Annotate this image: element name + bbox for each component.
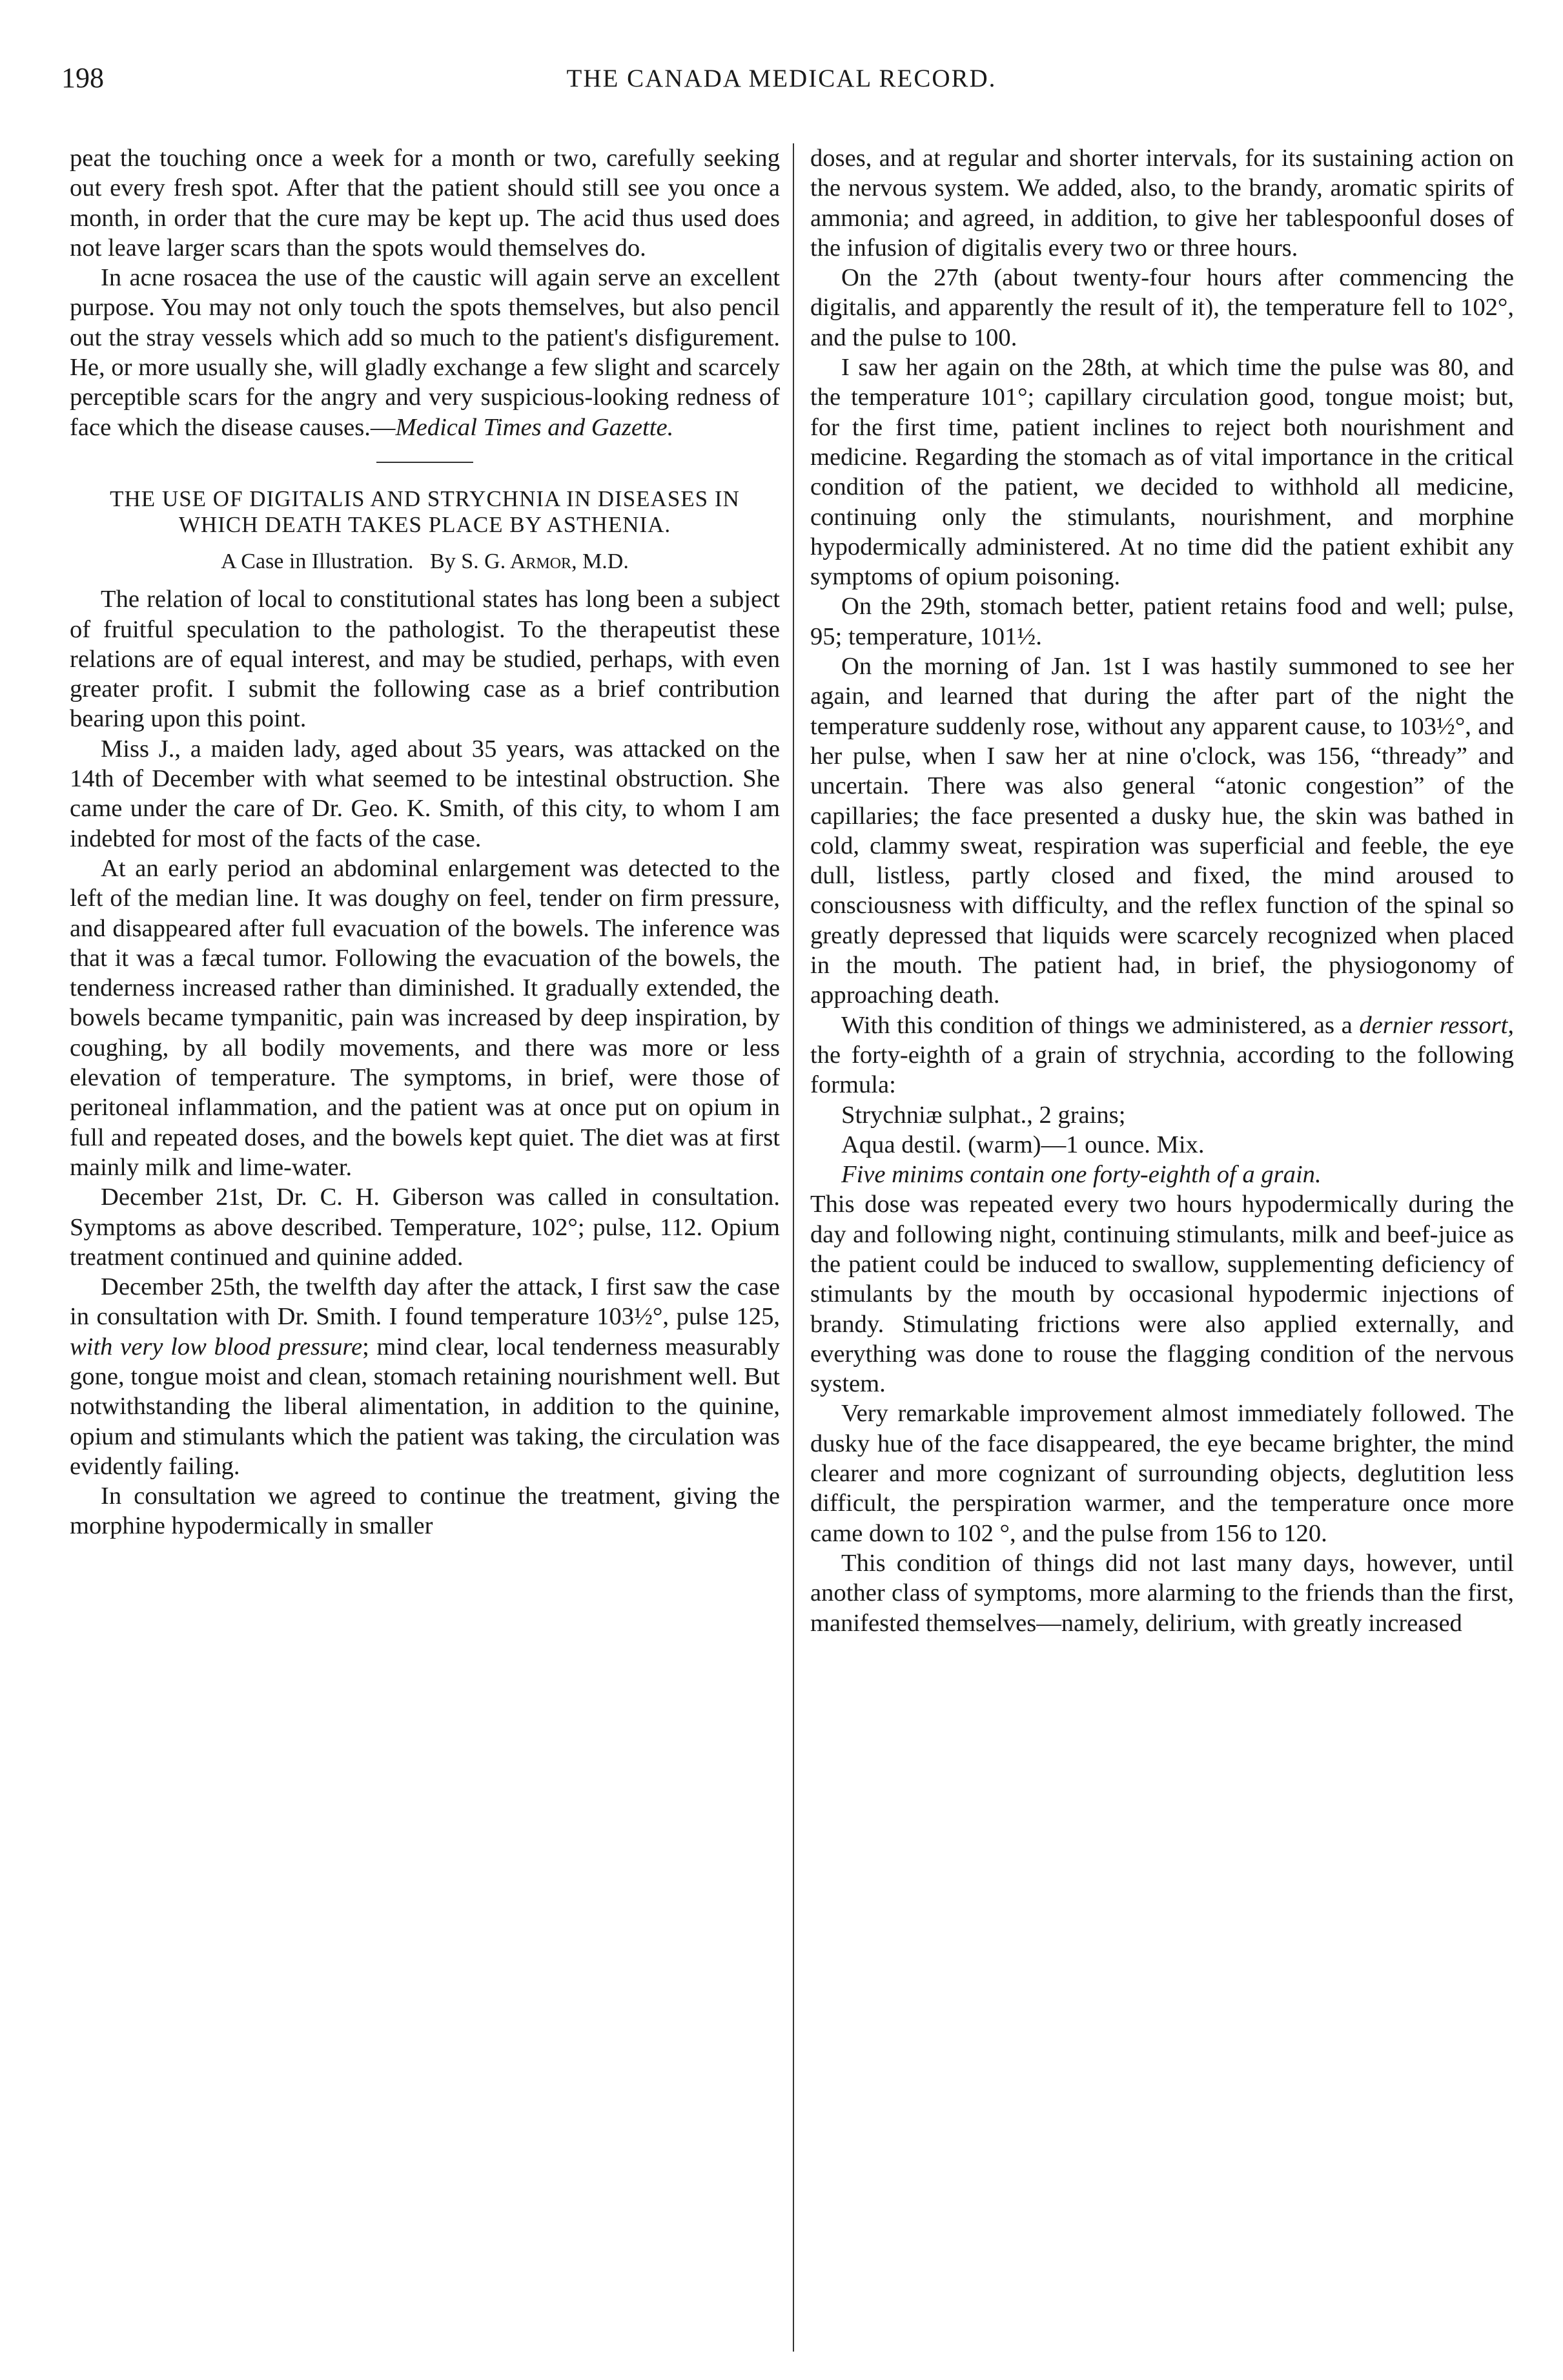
- paragraph-text: December 25th, the twelfth day after the attack, I first saw the case in consultation with Dr. Smith. I found temperature 103½°, pulse 125,: [70, 1273, 780, 1331]
- byline: [70, 547, 780, 577]
- paragraph: This condition of things did not last many days, however, until another class of symptoms, more alarming to the friends than the first, manifested themselves—namely, delirium, with greatly increased: [810, 1549, 1514, 1637]
- paragraph: At an early period an abdominal enlargement was detected to the left of the median line. It was doughy on feel, tender on firm pressure, and disappeared after full evacuation of the bowels. The inference was that it was a fæcal tumor. Following the evacuation of the bowels, the tenderness increased rather than diminished. It gradually extended, the bowels became tympanitic, pain was increased by deep inspiration, by coughing, by all bodily movements, and there was more or less elevation of temperature. The symptoms, in brief, were those of peritoneal inflammation, and the patient was at once put on opium in full and repeated doses, and the bowels kept quiet. The diet was at first mainly milk and lime-water.: [70, 854, 780, 1181]
- emphasis-text: dernier ressort,: [1359, 1011, 1514, 1039]
- byline-by: By: [430, 549, 456, 573]
- paragraph: December 21st, Dr. C. H. Giberson was called in consultation. Symptoms as above described. Temperature, 102°; pulse, 112. Opium treatment continued and quinine added.: [70, 1184, 780, 1271]
- paragraph: In consultation we agreed to continue the treatment, giving the morphine hypodermically in smaller: [70, 1482, 780, 1540]
- left-column: [70, 143, 780, 1541]
- paragraph: On the morning of Jan. 1st I was hastily summoned to see her again, and learned that during the after part of the night the temperature suddenly rose, without any apparent cause, to 103½°, and her pulse, when I saw her at nine o'clock, was 156, “thready” and uncertain. There was also general “atonic congestion” of the capillaries; the face presented a dusky hue, the skin was bathed in cold, clammy sweat, respiration was superficial and feeble, the eye dull, listless, partly closed and fixed, the mind aroused to consciousness with difficulty, and the reflex function of the spinal so greatly depressed that liquids were scarcely recognized when placed in the mouth. The patient had, in brief, the physiogonomy of approaching death.: [810, 653, 1514, 1009]
- paragraph: doses, and at regular and shorter intervals, for its sustaining action on the nervous system. We added, also, to the brandy, aromatic spirits of ammonia; and agreed, in addition, to give her tablespoonful doses of the infusion of digitalis every two or three hours.: [810, 145, 1514, 262]
- byline-author: S. G. Armor, M.D.: [461, 549, 629, 573]
- article-title: THE USE OF DIGITALIS AND STRYCHNIA IN DISEASES IN WHICH DEATH TAKES PLACE BY ASTHENIA.: [110, 486, 740, 537]
- source-citation: Medical Times and Gazette.: [395, 413, 674, 441]
- formula-note: [810, 1160, 1514, 1189]
- paragraph: [70, 1272, 780, 1481]
- byline-subtitle: A Case in Illustration.: [221, 549, 414, 573]
- paragraph: I saw her again on the 28th, at which time the pulse was 80, and the temperature 101°; capillary circulation good, tongue moist; but, for the first time, patient inclines to reject both nourishment and medicine. Regarding the stomach as of vital importance in the critical condition of the patient, we decided to withhold all medicine, continuing only the stimulants, nourishment, and morphine hypodermically administered. At no time did the patient exhibit any symptoms of opium poisoning.: [810, 354, 1514, 591]
- section-divider: [376, 462, 473, 463]
- paragraph-text: In acne rosacea the use of the caustic will again serve an excellent purpose. You may not only touch the spots themselves, but also pencil out the stray vessels which add so much to the patient's disfigurement. He, or more usually she, will gladly exchange a few slight and scarcely perceptible scars for the angry and very suspicious-looking redness of face which the disease causes.—: [70, 264, 780, 441]
- paragraph: On the 27th (about twenty-four hours after commencing the digitalis, and apparently the result of it), the temperature fell to 102°, and the pulse to 100.: [810, 264, 1514, 351]
- paragraph: [70, 263, 780, 442]
- paragraph: Very remarkable improvement almost immediately followed. The dusky hue of the face disappeared, the eye became brighter, the mind clearer and more cognizant of surrounding objects, deglutition less difficult, the perspiration warmer, and the temperature once more came down to 102 °, and the pulse from 156 to 120.: [810, 1400, 1514, 1547]
- emphasis-text: with very low blood pressure: [70, 1333, 363, 1360]
- column-rule: [793, 143, 794, 2352]
- emphasis-text: Five minims contain one forty-eighth of a grain.: [841, 1161, 1322, 1189]
- running-title: THE CANADA MEDICAL RECORD.: [566, 65, 997, 92]
- paragraph-text: With this condition of things we administered, as a: [841, 1011, 1353, 1039]
- paragraph-text: the forty-eighth of a grain of strychnia, according to the following formula:: [810, 1041, 1514, 1099]
- paragraph: Miss J., a maiden lady, aged about 35 years, was attacked on the 14th of December with what seemed to be intestinal obstruction. She came under the care of Dr. Geo. K. Smith, of this city, to whom I am indebted for most of the facts of the case.: [70, 735, 780, 852]
- paragraph: peat the touching once a week for a month or two, carefully seeking out every fresh spot. After that the patient should still see you once a month, in order that the cure may be kept up. The acid thus used does not leave larger scars than the spots would themselves do.: [70, 145, 780, 262]
- paragraph-text: ; mind clear, local tenderness measurably gone, tongue moist and clean, stomach retaining nourishment well. But notwithstanding the liberal alimentation, in addition to the quinine, opium and stimulants which the patient was taking, the circulation was evidently failing.: [70, 1333, 780, 1480]
- page-number: 198: [61, 62, 104, 94]
- paragraph: This dose was repeated every two hours hypodermically during the day and following night, continuing stimulants, milk and beef-juice as the patient could be induced to swallow, supplementing deficiency of stimulants by the mouth by occasional hypodermic injections of brandy. Stimulating frictions were also applied externally, and everything was done to rouse the flagging condition of the nervous system.: [810, 1191, 1514, 1398]
- paragraph: [810, 1010, 1514, 1100]
- right-column: [810, 143, 1514, 1638]
- formula-line: Strychniæ sulphat., 2 grains;: [841, 1101, 1126, 1129]
- formula-line: Aqua destil. (warm)—1 ounce. Mix.: [841, 1131, 1205, 1158]
- paragraph: The relation of local to constitutional states has long been a subject of fruitful speculation to the pathologist. To the therapeutist these relations are of equal interest, and may be studied, perhaps, with even greater profit. I submit the following case as a brief contribution bearing upon this point.: [70, 586, 780, 733]
- page-header: [61, 61, 1502, 113]
- paragraph: On the 29th, stomach better, patient retains food and well; pulse, 95; temperature, 101½.: [810, 593, 1514, 650]
